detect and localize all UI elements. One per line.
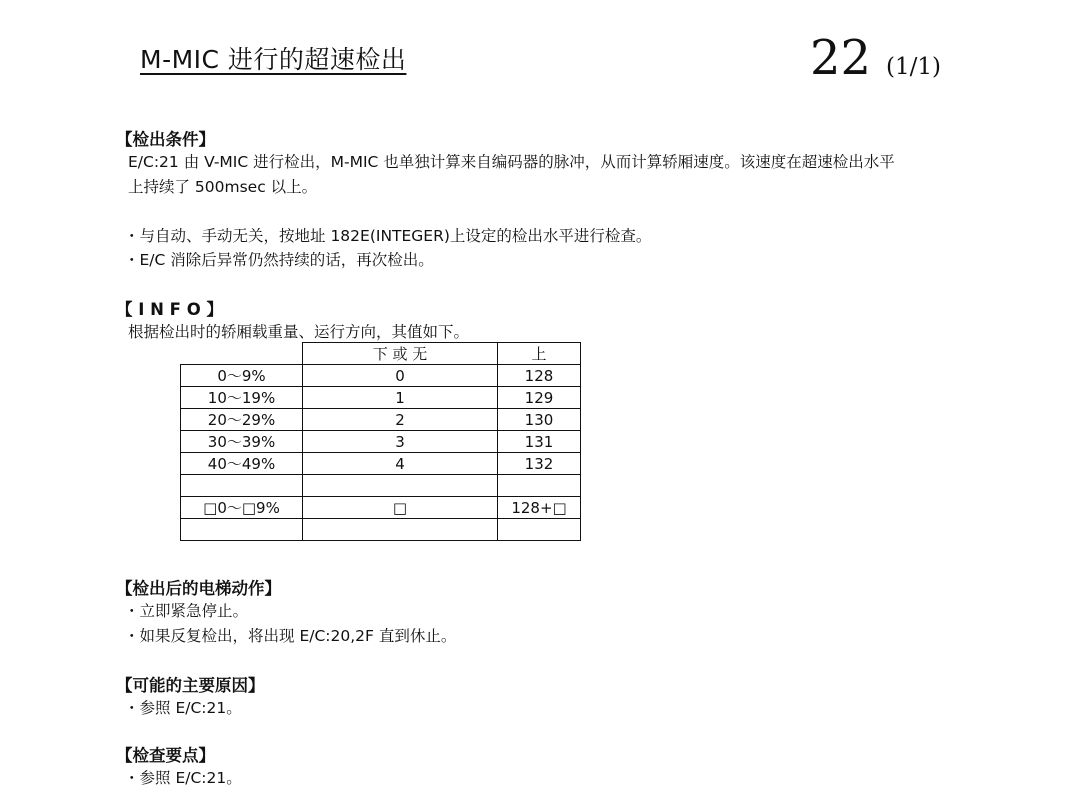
table-header-cell	[181, 343, 303, 365]
table-cell: 3	[303, 431, 498, 453]
table-cell: 10～19%	[181, 387, 303, 409]
detection-condition-line: E/C:21 由 V-MIC 进行检出，M-MIC 也单独计算来自编码器的脉冲，从而计算轿厢速度。该速度在超速检出水平	[128, 153, 895, 171]
table-cell: 128+□	[498, 497, 581, 519]
page-number: 22	[810, 30, 872, 86]
table-cell: 4	[303, 453, 498, 475]
table-cell: 30～39%	[181, 431, 303, 453]
table-row	[181, 475, 581, 497]
table-row	[181, 387, 581, 409]
check-points-heading: 【检查要点】	[116, 746, 215, 765]
table-cell	[303, 519, 498, 541]
elevator-action-bullet: ・ 如果反复检出，将出现 E/C:20,2F 直到休止。	[124, 624, 456, 646]
page-sub-number: (1/1)	[886, 54, 941, 80]
info-table	[180, 342, 581, 541]
page-title: M-MIC 进行的超速检出	[140, 45, 407, 74]
info-heading: 【 I N F O 】	[116, 300, 223, 319]
table-cell: 40～49%	[181, 453, 303, 475]
possible-causes-heading: 【可能的主要原因】	[116, 676, 265, 695]
table-header-cell: 上	[498, 343, 581, 365]
table-row	[181, 365, 581, 387]
check-point-bullet: ・ 参照 E/C:21。	[124, 766, 242, 788]
table-cell: □0～□9%	[181, 497, 303, 519]
detection-condition-line: 上持续了 500msec 以上。	[128, 178, 318, 196]
table-cell	[498, 475, 581, 497]
elevator-action-bullet: ・ 立即紧急停止。	[124, 599, 248, 621]
table-header-cell: 下 或 无	[303, 343, 498, 365]
table-cell: □	[303, 497, 498, 519]
table-cell	[498, 519, 581, 541]
table-cell: 1	[303, 387, 498, 409]
table-cell: 0～9%	[181, 365, 303, 387]
table-row	[181, 519, 581, 541]
table-row	[181, 497, 581, 519]
table-row	[181, 453, 581, 475]
elevator-action-heading: 【检出后的电梯动作】	[116, 579, 281, 598]
table-cell: 20～29%	[181, 409, 303, 431]
table-cell	[181, 519, 303, 541]
table-cell: 129	[498, 387, 581, 409]
table-cell	[181, 475, 303, 497]
table-cell: 0	[303, 365, 498, 387]
table-cell	[303, 475, 498, 497]
table-cell: 131	[498, 431, 581, 453]
table-cell: 130	[498, 409, 581, 431]
table-row	[181, 409, 581, 431]
table-cell: 132	[498, 453, 581, 475]
detection-conditions-heading: 【检出条件】	[116, 130, 215, 149]
possible-cause-bullet: ・ 参照 E/C:21。	[124, 696, 242, 718]
table-cell: 2	[303, 409, 498, 431]
info-intro: 根据检出时的轿厢载重量、运行方向，其值如下。	[128, 323, 470, 341]
detection-condition-bullet: ・ 与自动、手动无关，按地址 182E(INTEGER)上设定的检出水平进行检查。	[124, 224, 651, 246]
table-header-row	[181, 343, 581, 365]
table-row	[181, 431, 581, 453]
table-cell: 128	[498, 365, 581, 387]
detection-condition-bullet: ・ E/C 消除后异常仍然持续的话，再次检出。	[124, 248, 434, 270]
